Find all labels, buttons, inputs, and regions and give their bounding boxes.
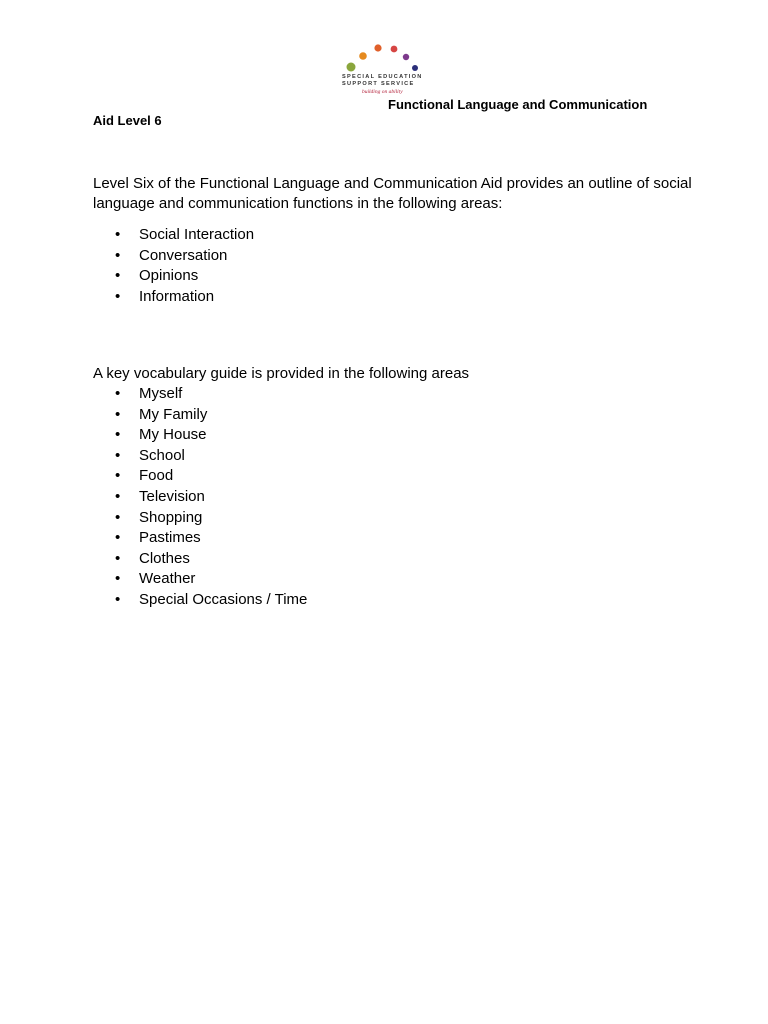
bullet-icon: • [115,267,121,285]
logo-tagline: building on ability [362,89,403,95]
logo-dot [347,63,356,72]
sess-logo [336,40,436,98]
bullet-icon: • [115,426,121,444]
list-item-label: Shopping [139,508,203,526]
list-item-label: Social Interaction [139,226,255,243]
list-item [93,266,254,287]
bullet-icon: • [115,487,121,505]
list-item [93,528,307,549]
list-item-label: Opinions [139,267,199,285]
list-item [93,569,307,590]
bullet-icon: • [115,287,121,305]
list-item [93,446,307,467]
list-item [93,225,254,246]
bullet-icon: • [115,405,121,423]
list-item-label: Myself [139,385,183,402]
list-item [93,246,254,267]
logo-dot [359,52,367,60]
bullet-icon: • [115,226,121,243]
bullet-icon: • [115,246,121,264]
logo-dot [374,44,381,51]
header-subtitle: Aid Level 6 [93,113,162,128]
bullet-icon: • [115,549,121,567]
header-title: Functional Language and Communication [388,97,648,112]
logo-dot [412,65,418,71]
logo-text-line2: SUPPORT SERVICE [342,81,415,87]
areas-list [93,225,254,307]
list-item [93,549,307,570]
logo-dot [391,46,398,53]
list-item [93,405,307,426]
bullet-icon: • [115,590,121,608]
list-item [93,508,307,529]
bullet-icon: • [115,508,121,526]
list-item-label: Weather [139,570,196,588]
bullet-icon: • [115,529,121,547]
list-item-label: Television [139,487,205,505]
bullet-icon: • [115,446,121,464]
list-item-label: Pastimes [139,529,201,547]
list-item-label: Special Occasions / Time [139,590,308,608]
list-item [93,384,307,405]
list-item-label: My House [139,426,207,444]
list-item [93,487,307,508]
list-item-label: Food [139,467,174,485]
vocabulary-intro: A key vocabulary guide is provided in the following areas [93,365,470,382]
list-item-label: Conversation [139,246,228,264]
bullet-icon: • [115,385,121,402]
list-item [93,466,307,487]
vocabulary-list [93,384,307,611]
logo-dot [403,54,409,60]
logo-dots-icon [336,40,436,74]
list-item-label: School [139,446,185,464]
bullet-icon: • [115,570,121,588]
list-item-label: Clothes [139,549,190,567]
list-item [93,425,307,446]
logo-text-line1: SPECIAL EDUCATION [342,74,423,80]
list-item [93,590,307,611]
list-item [93,287,254,308]
intro-paragraph: Level Six of the Functional Language and Communication Aid provides an outline of social language and communication functions in the following areas: [93,175,692,212]
list-item-label: Information [139,287,215,305]
list-item-label: My Family [139,405,208,423]
bullet-icon: • [115,467,121,485]
